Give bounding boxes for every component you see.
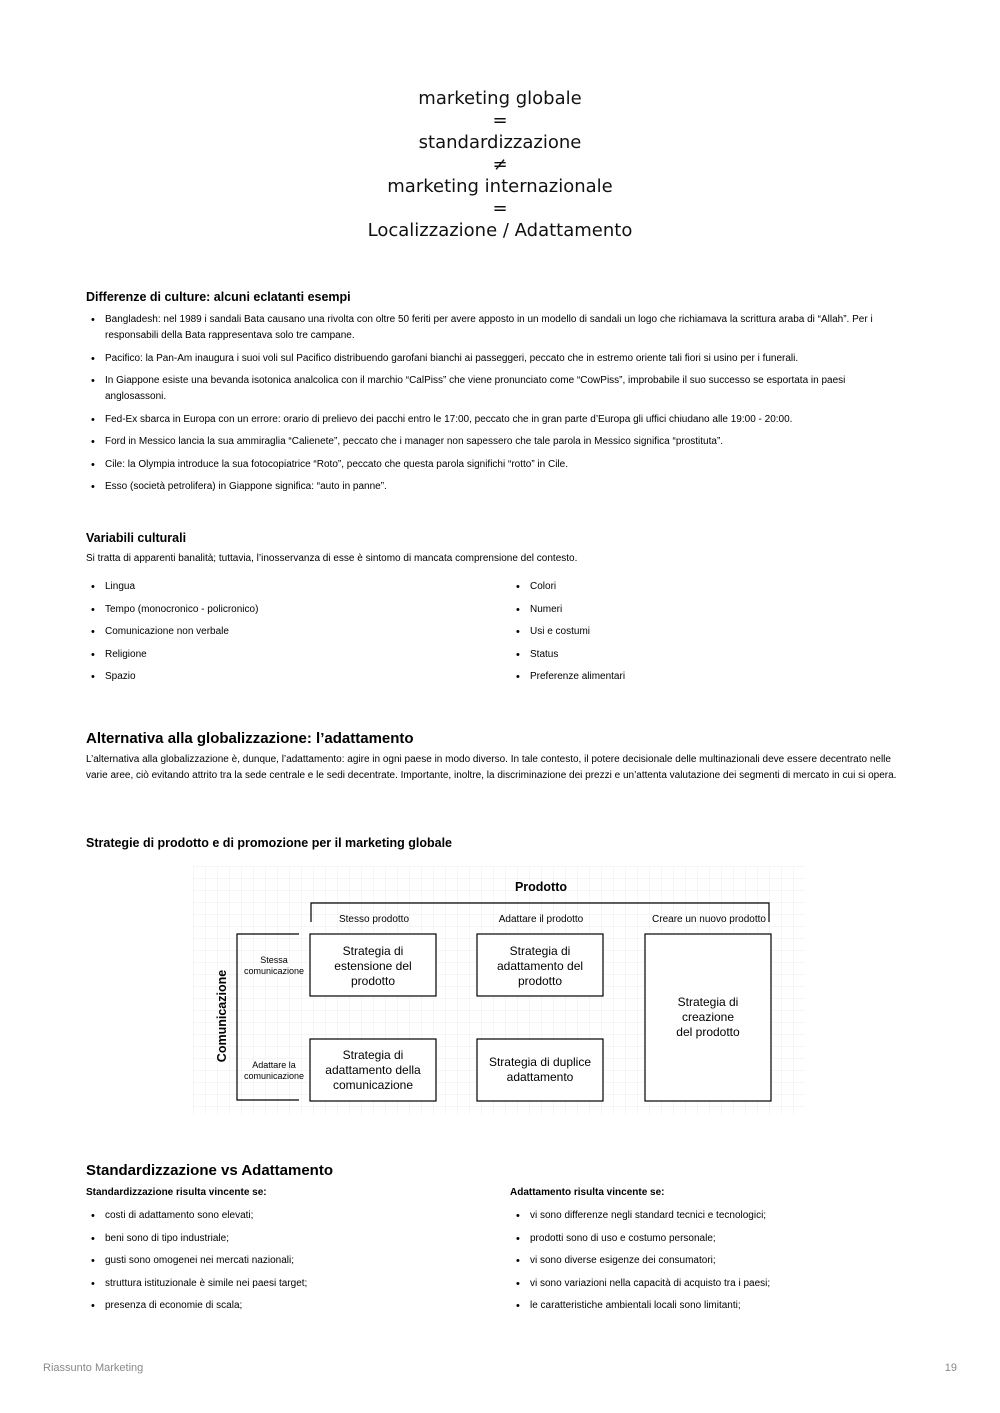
box-text: estensione del — [334, 959, 412, 973]
list-item: • vi sono differenze negli standard tecnici e tecnologici; — [511, 1208, 911, 1224]
formula-line: Localizzazione / Adattamento — [367, 220, 633, 241]
row-label: comunicazione — [243, 966, 305, 976]
list-item: • presenza di economie di scala; — [86, 1298, 486, 1314]
strategies-heading: Strategie di prodotto e di promozione per il marketing globale — [86, 836, 453, 850]
list-item: • Fed-Ex sbarca in Europa con un errore: orario di prelievo dei pacchi entro le 17:00, peccato che in gran parte d’Europa gli uffici chiudano alle 19:00 - 20:00. — [86, 412, 906, 428]
list-item: • beni sono di tipo industriale; — [86, 1231, 486, 1247]
formula-line: ≠ — [492, 154, 508, 175]
strategy-matrix-diagram — [193, 866, 805, 1114]
list-item: • Lingua — [86, 579, 486, 595]
alternative-text: L’alternativa alla globalizzazione è, dunque, l’adattamento: agire in ogni paese in modo diverso. In tale contesto, il potere decisionale delle multinazionali deve essere decentrato nelle varie aree, ciò evitando attrito tra la sede centrale e le sedi decentrate. Importante, inoltre, la discriminazione dei prezzi e un’attenta valutazione dei segmenti di mercato in cui si opera. — [86, 754, 897, 781]
list-item: • prodotti sono di uso e costumo personale; — [511, 1231, 911, 1247]
cultural-right-list — [511, 579, 911, 692]
list-item: • In Giappone esiste una bevanda isotonica analcolica con il marchio “CalPiss” che viene pronunciato come “CowPiss”, improbabile il suo successo se esportata in paesi anglosassoni. — [86, 373, 906, 405]
list-item: • Colori — [511, 579, 911, 595]
box-text: Strategia di — [342, 1048, 404, 1062]
row-label: Adattare la — [252, 1060, 296, 1070]
formula-block — [0, 88, 1000, 242]
formula-line: marketing internazionale — [387, 176, 613, 197]
footer-title: Riassunto Marketing — [43, 1362, 144, 1374]
adaptation-subheading: Adattamento risulta vincente se: — [510, 1187, 665, 1198]
list-item: • Usi e costumi — [511, 624, 911, 640]
formula-line: = — [492, 110, 508, 131]
list-item: • Numeri — [511, 602, 911, 618]
examples-heading: Differenze di culture: alcuni eclatanti esempi — [86, 290, 351, 304]
box-text: adattamento del — [496, 959, 584, 973]
box-text: creazione — [681, 1010, 735, 1024]
cultural-left-list — [86, 579, 486, 692]
list-item: • struttura istituzionale è simile nei paesi target; — [86, 1276, 486, 1292]
box-text: Strategia di duplice — [488, 1055, 592, 1069]
box-text: prodotto — [517, 974, 563, 988]
standardization-list — [86, 1208, 486, 1321]
list-item: • Spazio — [86, 669, 486, 685]
top-label: Prodotto — [514, 880, 568, 894]
list-item: • le caratteristiche ambientali locali sono limitanti; — [511, 1298, 911, 1314]
box-text: prodotto — [350, 974, 396, 988]
column-header: Creare un nuovo prodotto — [652, 914, 766, 925]
row-label: comunicazione — [243, 1071, 305, 1081]
list-item: • Preferenze alimentari — [511, 669, 911, 685]
row-label: Stessa — [260, 955, 288, 965]
box-text: del prodotto — [676, 1025, 740, 1039]
box-text: adattamento — [506, 1070, 574, 1084]
box-text: Strategia di — [509, 944, 571, 958]
list-item: • vi sono diverse esigenze dei consumatori; — [511, 1253, 911, 1269]
box-text: adattamento della — [325, 1063, 421, 1077]
list-item: • Tempo (monocronico - policronico) — [86, 602, 486, 618]
list-item: • Esso (società petrolifera) in Giappone significa: “auto in panne”. — [86, 479, 906, 495]
alternative-heading: Alternativa alla globalizzazione: l’adattamento — [86, 730, 414, 747]
list-item: • Bangladesh: nel 1989 i sandali Bata causano una rivolta con oltre 50 feriti per avere apposto in un modello di sandali un logo che richiamava la scrittura araba di “Allah”. Per i responsabili della Bata rappresentava solo tre campane. — [86, 312, 906, 344]
examples-list — [86, 312, 906, 502]
formula-line: = — [492, 198, 508, 219]
list-item: • Status — [511, 647, 911, 663]
column-header: Stesso prodotto — [338, 914, 410, 925]
side-label: Comunicazione — [215, 969, 229, 1063]
cultural-heading: Variabili culturali — [86, 531, 187, 545]
versus-heading: Standardizzazione vs Adattamento — [86, 1162, 333, 1179]
list-item: • gusti sono omogenei nei mercati nazionali; — [86, 1253, 486, 1269]
list-item: • Pacifico: la Pan-Am inaugura i suoi voli sul Pacifico distribuendo garofani bianchi ai passeggeri, peccato che in estremo oriente tali fiori si usino per i funerali. — [86, 351, 906, 367]
list-item: • Comunicazione non verbale — [86, 624, 486, 640]
list-item: • costi di adattamento sono elevati; — [86, 1208, 486, 1224]
list-item: • Religione — [86, 647, 486, 663]
box-text: Strategia di — [677, 995, 739, 1009]
column-header: Adattare il prodotto — [498, 914, 584, 925]
formula-line: marketing globale — [418, 88, 582, 109]
list-item: • Cile: la Olympia introduce la sua fotocopiatrice “Roto”, peccato che questa parola significhi “rotto” in Cile. — [86, 457, 906, 473]
box-text: comunicazione — [332, 1078, 414, 1092]
cultural-intro: Si tratta di apparenti banalità; tuttavia, l’inosservanza di esse è sintomo di mancata comprensione del contesto. — [86, 553, 578, 564]
standardization-subheading: Standardizzazione risulta vincente se: — [86, 1187, 267, 1198]
page-number: 19 — [944, 1362, 957, 1374]
formula-line: standardizzazione — [418, 132, 582, 153]
adaptation-list — [511, 1208, 911, 1321]
box-text: Strategia di — [342, 944, 404, 958]
list-item: • Ford in Messico lancia la sua ammiraglia “Calienete”, peccato che i manager non sapessero che tale parola in Messico significa “prostituta”. — [86, 434, 906, 450]
list-item: • vi sono variazioni nella capacità di acquisto tra i paesi; — [511, 1276, 911, 1292]
